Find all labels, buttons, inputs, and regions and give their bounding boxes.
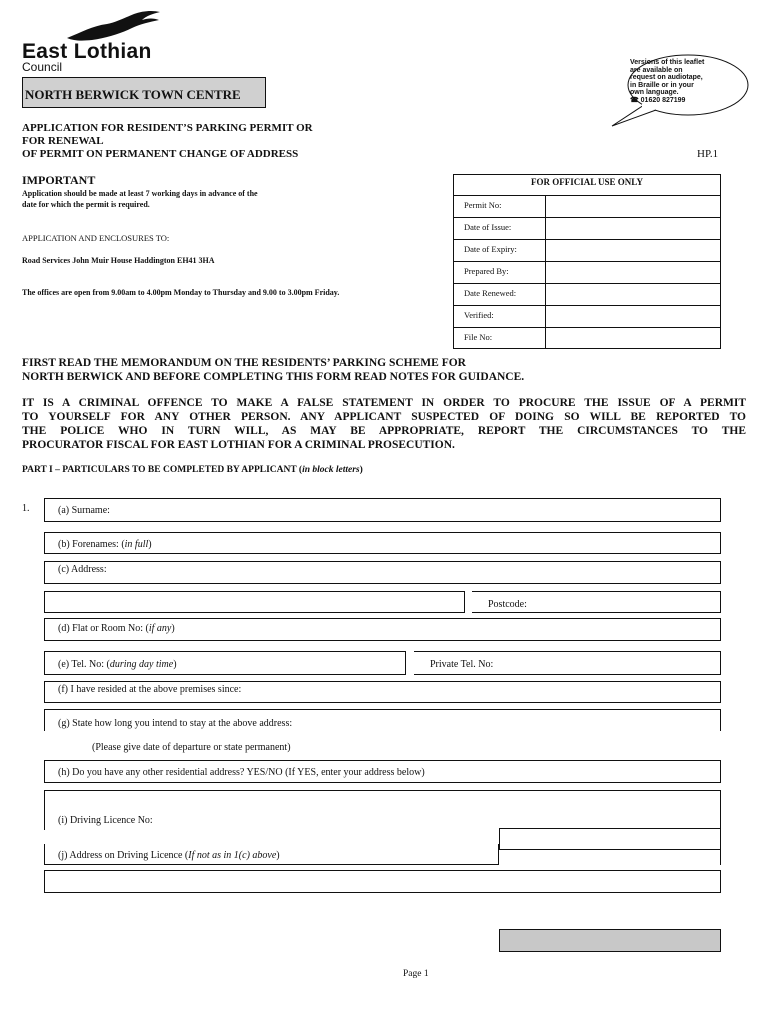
shaded-box: [499, 929, 721, 952]
official-row: Permit No:: [454, 195, 720, 218]
official-use-box: [453, 174, 721, 349]
official-row: Date of Expiry:: [454, 239, 720, 262]
office-hours: The offices are open from 9.00am to 4.00pm Monday to Thursday and 9.00 to 3.00pm Friday.: [22, 288, 340, 297]
form-code: HP.1: [697, 148, 719, 160]
bubble-text: Versions of this leaflet are available on request on audiotape, in Braille or in your own language. ☎ 01620 827199: [630, 59, 705, 104]
postcode-field[interactable]: [472, 591, 721, 613]
enclosures-label: APPLICATION AND ENCLOSURES TO:: [22, 233, 170, 243]
postcode-label: Postcode:: [488, 599, 527, 610]
licence-number-field[interactable]: [499, 828, 721, 850]
surname-label: (a) Surname:: [58, 505, 110, 516]
part1-heading: PART I – PARTICULARS TO BE COMPLETED BY APPLICANT (in block letters): [22, 465, 363, 475]
stay-duration-field[interactable]: [44, 709, 721, 731]
forenames-label: (b) Forenames: (in full): [58, 539, 152, 550]
page-title: NORTH BERWICK TOWN CENTRE: [25, 87, 241, 102]
official-row: Prepared By:: [454, 261, 720, 284]
item-number: 1.: [22, 503, 30, 514]
other-address-label: (h) Do you have any other residential address? YES/NO (If YES, enter your address below): [58, 767, 425, 778]
licence-address-label: (j) Address on Driving Licence (If not as in 1(c) above): [58, 850, 280, 861]
address-field[interactable]: [44, 561, 721, 584]
licence-label: (i) Driving Licence No:: [58, 815, 153, 826]
resided-label: (f) I have resided at the above premises since:: [58, 684, 242, 695]
page-number: Page 1: [403, 969, 429, 979]
important-text: Application should be made at least 7 working days in advance of the date for which the permit is required.: [22, 189, 258, 209]
private-tel-label: Private Tel. No:: [430, 659, 494, 670]
forenames-field[interactable]: [44, 532, 721, 554]
important-title: IMPORTANT: [22, 173, 96, 187]
flat-label: (d) Flat or Room No: (if any): [58, 623, 175, 634]
official-row: File No:: [464, 332, 493, 342]
surname-field[interactable]: [44, 498, 721, 522]
council-logo: [22, 8, 162, 74]
licence-address-field[interactable]: [44, 844, 499, 865]
day-tel-field[interactable]: [44, 651, 406, 675]
logo-sub: Council: [22, 60, 63, 74]
office-address: Road Services John Muir House Haddington EH41 3HA: [22, 256, 215, 265]
application-heading: APPLICATION FOR RESIDENT’S PARKING PERMIT OR FOR RENEWAL OF PERMIT ON PERMANENT CHANGE OF ADDRESS: [22, 122, 313, 160]
memo-notice: FIRST READ THE MEMORANDUM ON THE RESIDENTS’ PARKING SCHEME FOR NORTH BERWICK AND BEFORE COMPLETING THIS FORM READ NOTES FOR GUIDANCE.: [22, 357, 525, 383]
stay-label: (g) State how long you intend to stay at the above address:: [58, 718, 293, 729]
address-label: (c) Address:: [58, 564, 107, 575]
address-line2-field[interactable]: [44, 591, 465, 613]
licence-label-box: [44, 808, 721, 830]
official-row: Verified:: [454, 305, 720, 328]
resided-since-field[interactable]: [44, 681, 721, 703]
title-box: [22, 77, 266, 108]
official-row: Date Renewed:: [454, 283, 720, 306]
licence-address-line-field[interactable]: [44, 870, 721, 893]
other-address-field[interactable]: [44, 760, 721, 783]
criminal-warning: IT IS A CRIMINAL OFFENCE TO MAKE A FALSE STATEMENT IN ORDER TO PROCURE THE ISSUE OF A PERMIT TO YOURSELF FOR ANY OTHER PERSON. ANY APPLICANT SUSPECTED OF DOING SO WILL BE REPORTED TO THE POLICE WHO IN TURN WILL, AS MAY BE APPROPRIATE, REPORT THE CIRCUMSTANCES TO THE PROCURATOR FISCAL FOR EAST LOTHIAN FOR A CRIMINAL PROSECUTION.: [22, 397, 746, 451]
stay-note: (Please give date of departure or state permanent): [92, 742, 291, 753]
day-tel-label: (e) Tel. No: (during day time): [58, 659, 177, 670]
official-row: Date of Issue:: [454, 217, 720, 240]
logo-name: East Lothian: [22, 40, 152, 63]
flat-field[interactable]: [44, 618, 721, 641]
licence-address-right-edge: [720, 849, 721, 865]
official-title: FOR OFFICIAL USE ONLY: [531, 177, 643, 187]
bird-icon: [62, 8, 172, 44]
private-tel-field[interactable]: [414, 651, 721, 675]
